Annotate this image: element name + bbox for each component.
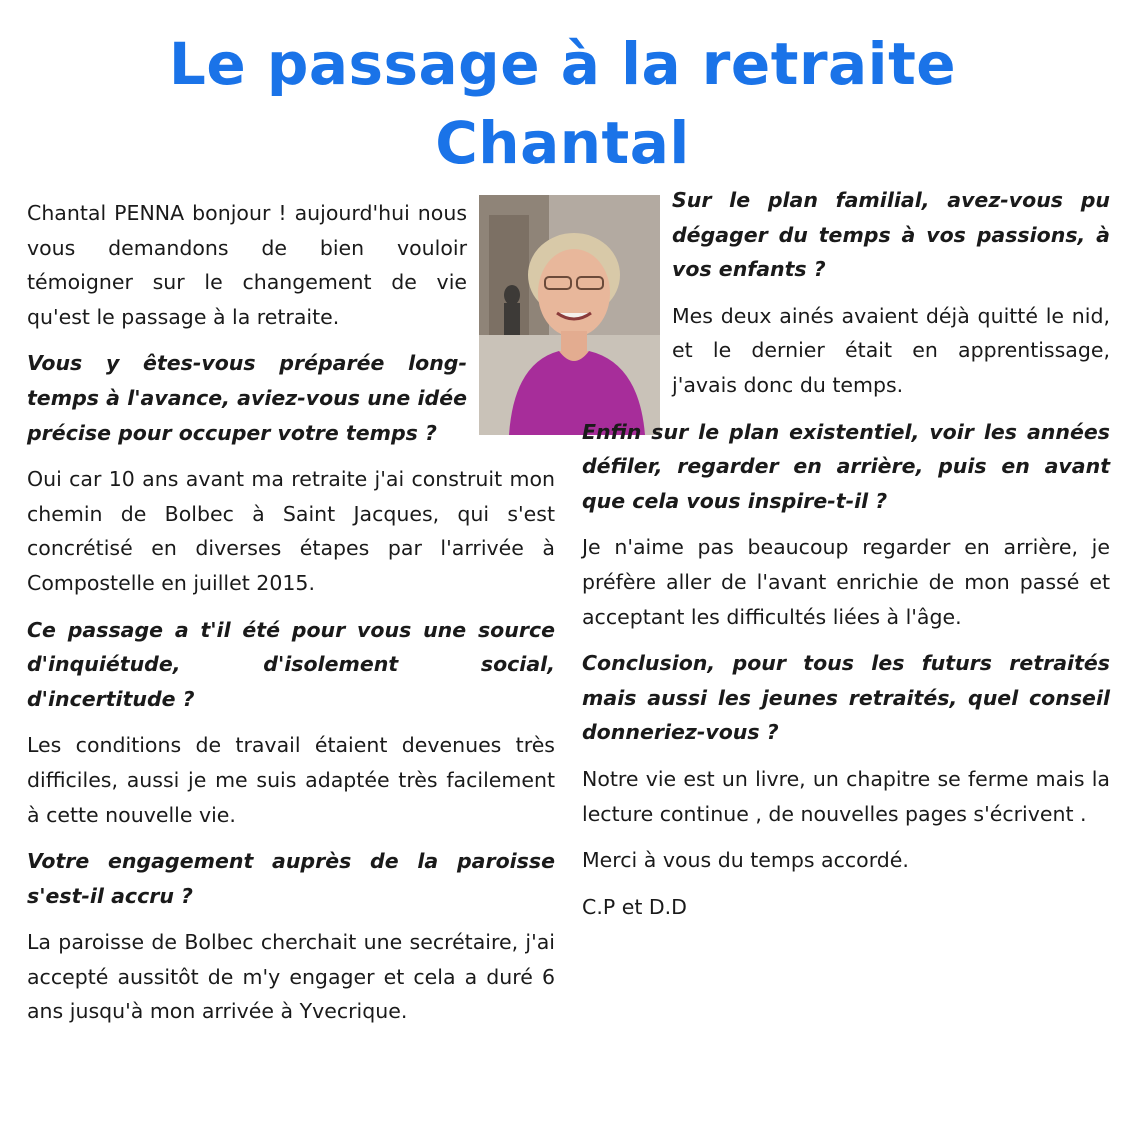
right-column — [582, 183, 1110, 936]
article-title-line1: Le passage à la retraite — [168, 30, 957, 98]
question-existential: Enfin sur le plan existentiel, voir les années défiler, regarder en arrière, puis en avant que cela vous inspire-t-il ? — [582, 419, 1110, 513]
question-conclusion: Conclusion, pour tous les futurs retraités mais aussi les jeunes retraités, quel conseil donneriez-vous ? — [582, 651, 1110, 745]
question-worry: Ce passage a t'il été pour vous une source d'inquiétude, d'isolement social, d'incertitude ? — [27, 617, 555, 711]
left-column — [27, 196, 555, 1041]
question-family: Sur le plan familial, avez-vous pu dégager du temps à vos passions, à vos enfants ? — [672, 188, 1110, 282]
intro-paragraph: Chantal PENNA bonjour ! aujourd'hui nous vous demandons de bien vouloir témoigner sur le changement de vie qu'est le passage à la retraite. — [27, 201, 467, 329]
answer-existential: Je n'aime pas beaucoup regarder en arrière, je préfère aller de l'avant enrichie de mon passé et acceptant les difficultés liées à l'âge. — [582, 535, 1110, 629]
answer-worry: Les conditions de travail étaient devenues très difficiles, aussi je me suis adaptée très facilement à cette nouvelle vie. — [27, 733, 555, 827]
answer-parish: La paroisse de Bolbec cherchait une secrétaire, j'ai accepté aussitôt de m'y engager et cela a duré 6 ans jusqu'à mon arrivée à Yvecrique. — [27, 930, 555, 1024]
article-title-line2: Chantal — [435, 109, 690, 177]
question-preparation: Vous y êtes-vous préparée long-temps à l'avance, aviez-vous une idée précise pour occuper votre temps ? — [27, 351, 467, 445]
answer-conclusion: Notre vie est un livre, un chapitre se ferme mais la lecture continue , de nouvelles pages s'écrivent . — [582, 766, 1110, 826]
thanks-line: Merci à vous du temps accordé. — [582, 848, 909, 873]
answer-family: Mes deux ainés avaient déjà quitté le nid, et le dernier était en apprentissage, j'avais donc du temps. — [672, 303, 1110, 397]
question-parish: Votre engagement auprès de la paroisse s'est-il accru ? — [27, 849, 555, 908]
signature: C.P et D.D — [582, 894, 687, 919]
answer-preparation: Oui car 10 ans avant ma retraite j'ai construit mon chemin de Bolbec à Saint Jacques, qui s'est concrétisé en diverses étapes par l'arrivée à Compostelle en juillet 2015. — [27, 467, 555, 595]
